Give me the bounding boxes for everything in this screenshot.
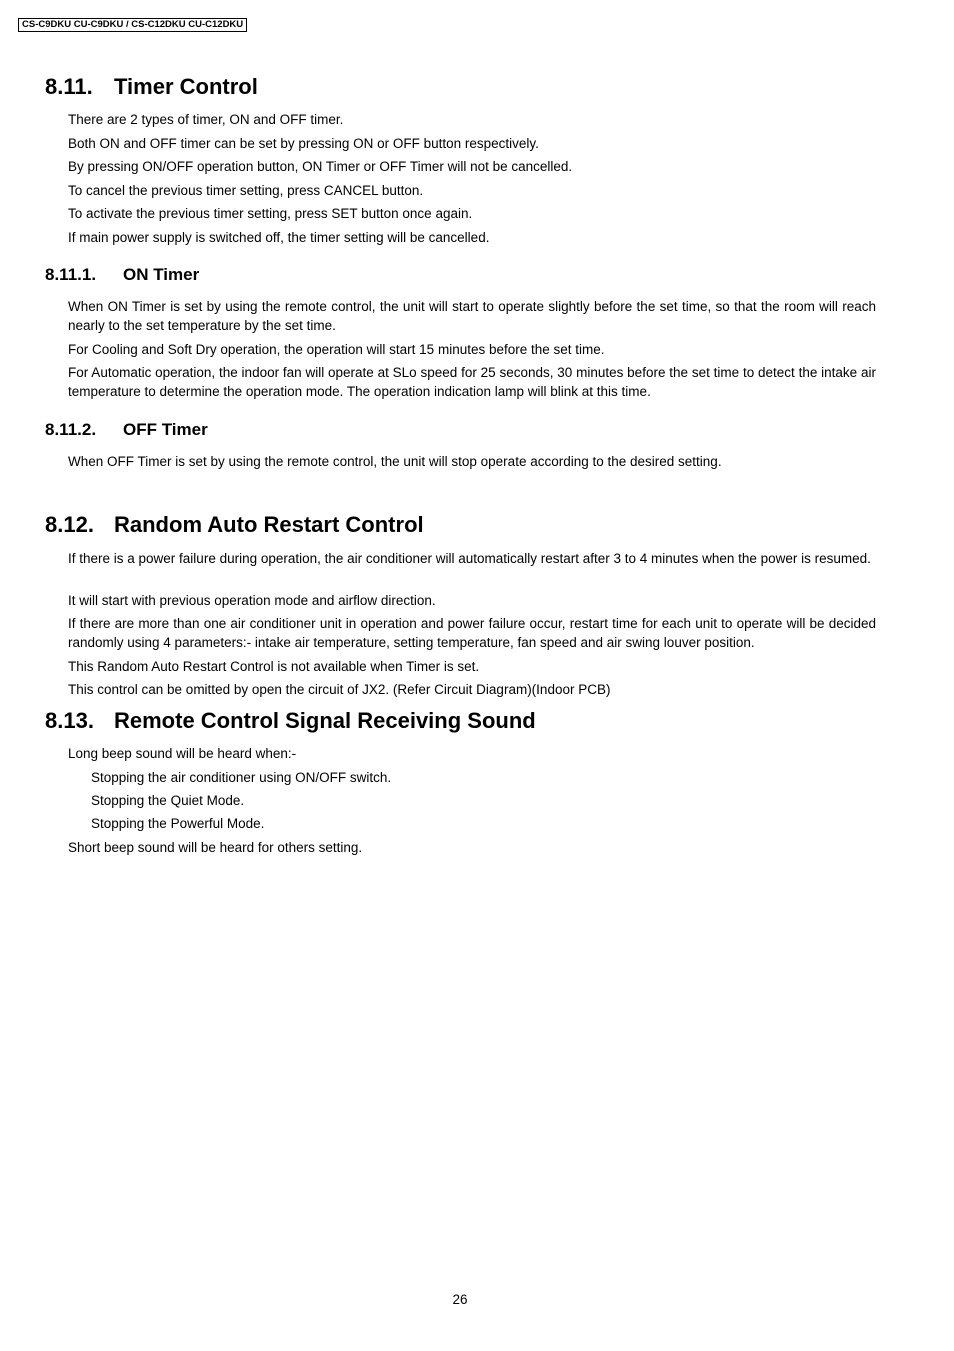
paragraph: To cancel the previous timer setting, press CANCEL button. bbox=[68, 183, 424, 198]
subsection-number: 8.11.1. bbox=[45, 265, 97, 284]
paragraph: To activate the previous timer setting, press SET button once again. bbox=[68, 206, 473, 221]
list-item: Stopping the Quiet Mode. bbox=[91, 793, 245, 808]
paragraph: For Cooling and Soft Dry operation, the operation will start 15 minutes before the set time. bbox=[68, 342, 605, 357]
subsection-title: ON Timer bbox=[123, 265, 200, 284]
subsection-title: OFF Timer bbox=[123, 420, 208, 439]
section-title: Remote Control Signal Receiving Sound bbox=[114, 708, 536, 733]
section-number: 8.13. bbox=[45, 708, 94, 733]
paragraph: By pressing ON/OFF operation button, ON Timer or OFF Timer will not be cancelled. bbox=[68, 159, 573, 174]
section-title: Random Auto Restart Control bbox=[114, 512, 424, 537]
section-title: Timer Control bbox=[114, 74, 258, 99]
paragraph: There are 2 types of timer, ON and OFF timer. bbox=[68, 112, 344, 127]
page-number: 26 bbox=[452, 1292, 468, 1307]
paragraph: When ON Timer is set by using the remote control, the unit will start to operate slightly before the set time, so that the room will reach nearly to the set temperature by the set time. bbox=[68, 299, 876, 333]
paragraph: This Random Auto Restart Control is not available when Timer is set. bbox=[68, 659, 480, 674]
subsection-heading-off-timer bbox=[45, 420, 208, 440]
paragraph: Short beep sound will be heard for others setting. bbox=[68, 840, 363, 855]
paragraph: It will start with previous operation mode and airflow direction. bbox=[68, 593, 436, 608]
paragraph: For Automatic operation, the indoor fan will operate at SLo speed for 25 seconds, 30 minutes before the set time to detect the intake air temperature to determine the operation mode. The operation indication lamp will blink at this time. bbox=[68, 365, 876, 399]
list-item: Stopping the air conditioner using ON/OFF switch. bbox=[91, 770, 392, 785]
list-item: Stopping the Powerful Mode. bbox=[91, 816, 265, 831]
paragraph: This control can be omitted by open the circuit of JX2. (Refer Circuit Diagram)(Indoor PCB) bbox=[68, 682, 611, 697]
subsection-number: 8.11.2. bbox=[45, 420, 97, 439]
section-heading-timer-control bbox=[45, 74, 258, 100]
section-heading-random-auto-restart bbox=[45, 512, 424, 538]
model-number-label: CS-C9DKU CU-C9DKU / CS-C12DKU CU-C12DKU bbox=[18, 18, 247, 32]
subsection-heading-on-timer bbox=[45, 265, 199, 285]
paragraph: Long beep sound will be heard when:- bbox=[68, 746, 297, 761]
section-number: 8.12. bbox=[45, 512, 94, 537]
paragraph: Both ON and OFF timer can be set by pressing ON or OFF button respectively. bbox=[68, 136, 539, 151]
paragraph: When OFF Timer is set by using the remote control, the unit will stop operate according to the desired setting. bbox=[68, 454, 722, 469]
section-number: 8.11. bbox=[45, 74, 93, 99]
paragraph: If main power supply is switched off, the timer setting will be cancelled. bbox=[68, 230, 490, 245]
section-heading-remote-signal-sound bbox=[45, 708, 536, 734]
paragraph: If there are more than one air conditioner unit in operation and power failure occur, restart time for each unit to operate will be decided randomly using 4 parameters:- intake air temperature, setting temperature, fan speed and air swing louver position. bbox=[68, 616, 876, 650]
paragraph: If there is a power failure during operation, the air conditioner will automatically restart after 3 to 4 minutes when the power is resumed. bbox=[68, 551, 871, 566]
